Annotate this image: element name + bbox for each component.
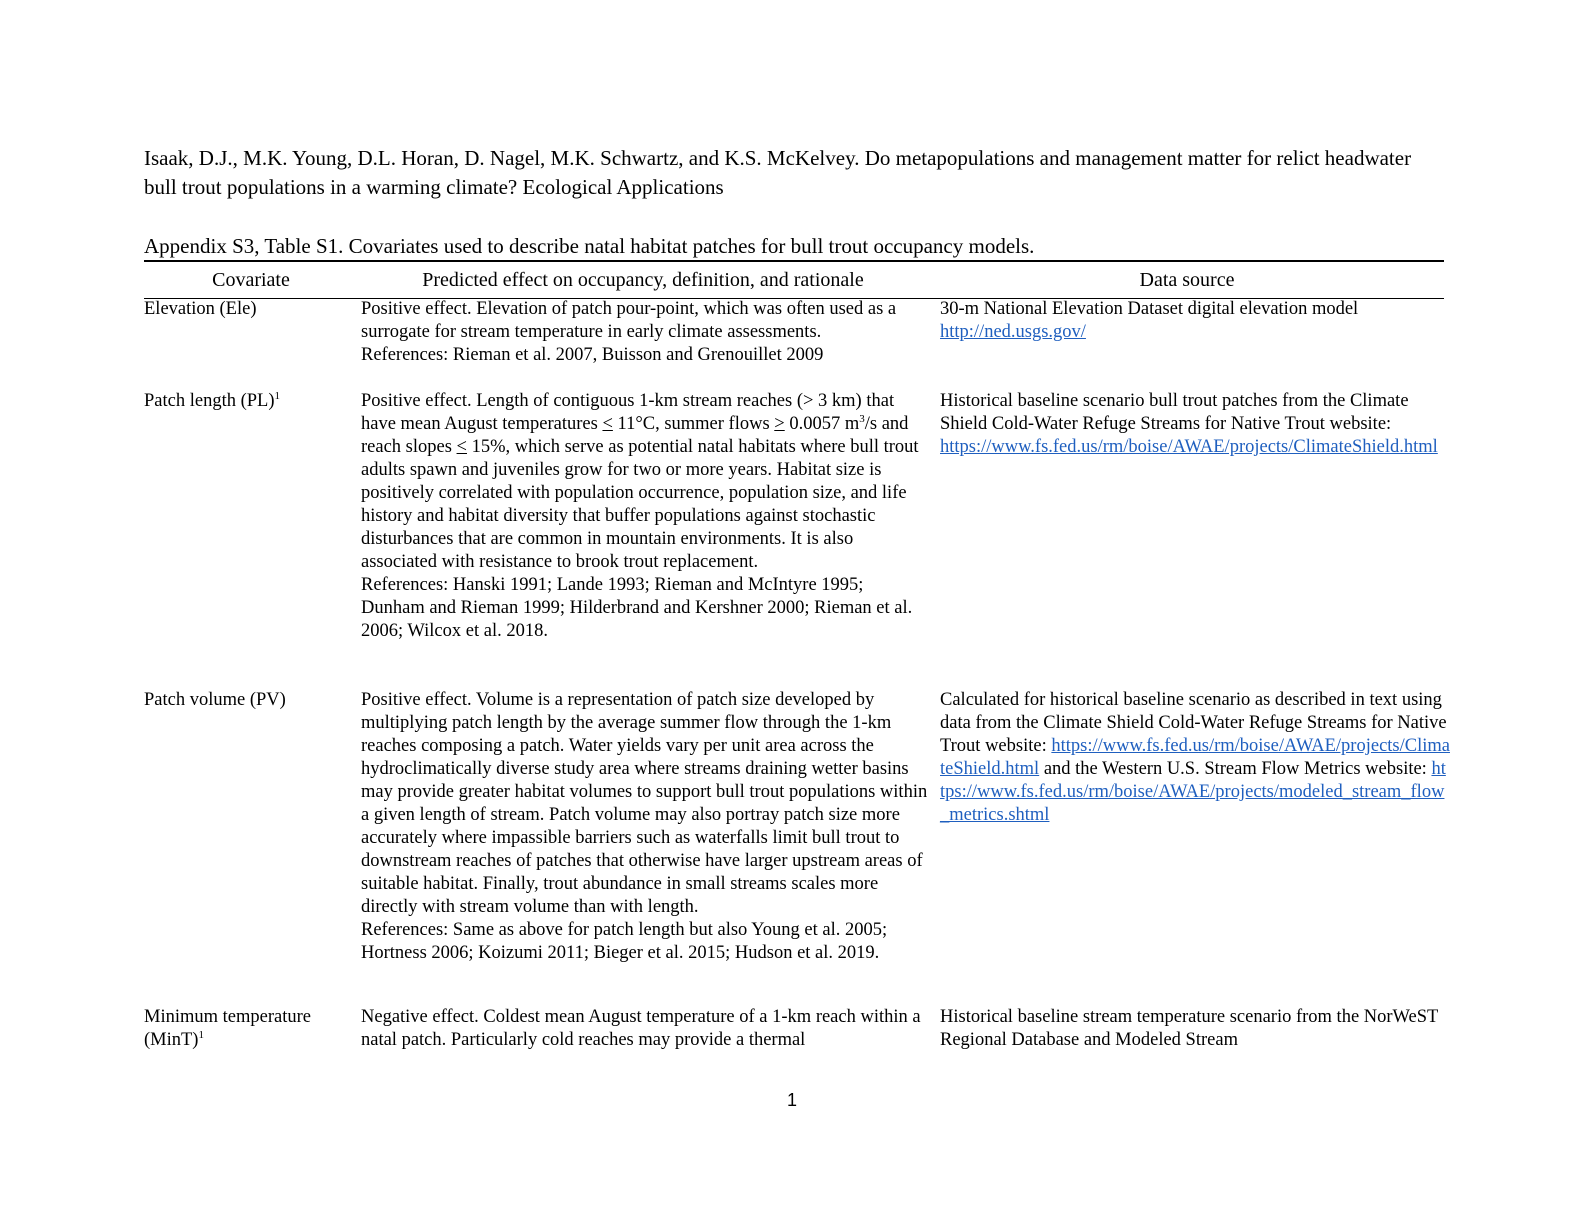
effect-references: References: Same as above for patch length but also Young et al. 2005; Hortness 2006; Koizumi 2011; Bieger et al. 2015; Hudson et al. 2019.: [361, 920, 888, 963]
covariate-name: Elevation (Ele): [144, 299, 257, 319]
row-elevation-effect: [361, 298, 931, 367]
effect-text: Positive effect. Volume is a representation of patch size developed by multiplying patch length by the average summer flow through the 1-km reaches composing a patch. Water yields vary per unit area across the hydroclimatically diverse study area where streams draining wetter basins may provide greater habitat volumes to support bull trout populations within a given length of stream. Patch volume may also portray patch size more accurately where impassible barriers such as waterfalls limit bull trout to downstream reaches of patches that otherwise have larger upstream areas of suitable habitat. Finally, trout abundance in small streams scales more directly with stream volume than with length.: [361, 690, 928, 917]
table-top-rule: [144, 260, 1444, 262]
source-link[interactable]: https://www.fs.fed.us/rm/boise/AWAE/projects/ClimateShield.html: [940, 736, 1450, 779]
source-link[interactable]: http://ned.usgs.gov/: [940, 322, 1086, 342]
covariate-name: Patch length (PL): [144, 391, 275, 411]
row-min-temperature-effect: [361, 1006, 931, 1052]
effect-text: Negative effect. Coldest mean August temperature of a 1-km reach within a natal patch. Particularly cold reaches may provide a thermal: [361, 1007, 921, 1050]
row-patch-length-effect: [361, 390, 931, 643]
effect-text: Positive effect. Length of contiguous 1-km stream reaches (> 3 km) that have mean August temperatures < 11°C, summer flows > 0.0057 $m^3/s$ and reach slopes < 15%, which serve as potential natal habitats where bull trout adults spawn and juveniles grow for two or more years. Habitat size is positively correlated with population occurrence, population size, and life history and habitat diversity that buffer populations against stochastic disturbances that are common in mountain environments. It is also associated with resistance to brook trout replacement.: [361, 391, 919, 572]
article-citation: Isaak, D.J., M.K. Young, D.L. Horan, D. Nagel, M.K. Schwartz, and K.S. McKelvey. Do metapopulations and management matter for relict headwater bull trout populations in a warming climate? Ecological Applications: [144, 146, 1412, 199]
covariate-name: Patch volume (PV): [144, 690, 286, 710]
source-link-2[interactable]: https://www.fs.fed.us/rm/boise/AWAE/projects/modeled_stream_flow_metrics.shtml: [940, 759, 1446, 825]
row-elevation-covariate: [144, 298, 354, 321]
effect-text: Positive effect. Elevation of patch pour-point, which was often used as a surrogate for stream temperature in early climate assessments.: [361, 299, 897, 342]
row-min-temperature-source: [940, 1006, 1450, 1052]
effect-references: References: Rieman et al. 2007, Buisson and Grenouillet 2009: [361, 345, 824, 365]
row-patch-length-source: [940, 390, 1450, 459]
source-text: Historical baseline stream temperature scenario from the NorWeST Regional Database and Modeled Stream: [940, 1007, 1439, 1050]
covariate-footnote-marker: 1: [198, 1028, 204, 1041]
header-effect: Predicted effect on occupancy, definition, and rationale: [422, 269, 864, 291]
page-number: 1: [786, 1090, 797, 1110]
source-text: Calculated for historical baseline scenario as described in text using data from the Climate Shield Cold-Water Refuge Streams for Native Trout website: https://www.fs.fed.us/rm/boise/AWAE/projects/ClimateShield.html and the Western U.S. Stream Flow Metrics website: https://www.fs.fed.us/rm/boise/AWAE/projects/modeled_stream_flow_metrics.shtml: [940, 690, 1450, 825]
table-caption: Appendix S3, Table S1. Covariates used to describe natal habitat patches for bull trout occupancy models.: [144, 234, 1035, 258]
row-patch-volume-covariate: [144, 689, 354, 712]
effect-references: References: Hanski 1991; Lande 1993; Rieman and McIntyre 1995; Dunham and Rieman 1999; Hilderbrand and Kershner 2000; Rieman et al. 2006; Wilcox et al. 2018.: [361, 575, 913, 641]
row-patch-length-covariate: [144, 390, 354, 413]
source-text: 30-m National Elevation Dataset digital elevation model: [940, 299, 1359, 319]
row-patch-volume-source: [940, 689, 1450, 827]
header-covariate: Covariate: [212, 269, 290, 291]
row-patch-volume-effect: [361, 689, 931, 965]
covariate-name: Minimum temperature (MinT): [144, 1007, 311, 1050]
source-text: Historical baseline scenario bull trout patches from the Climate Shield Cold-Water Refuge Streams for Native Trout website:: [940, 391, 1409, 434]
row-elevation-source: [940, 298, 1450, 344]
row-min-temperature-covariate: [144, 1006, 354, 1052]
header-source: Data source: [1139, 269, 1235, 291]
source-link[interactable]: https://www.fs.fed.us/rm/boise/AWAE/projects/ClimateShield.html: [940, 437, 1438, 457]
covariate-footnote-marker: 1: [274, 389, 281, 402]
